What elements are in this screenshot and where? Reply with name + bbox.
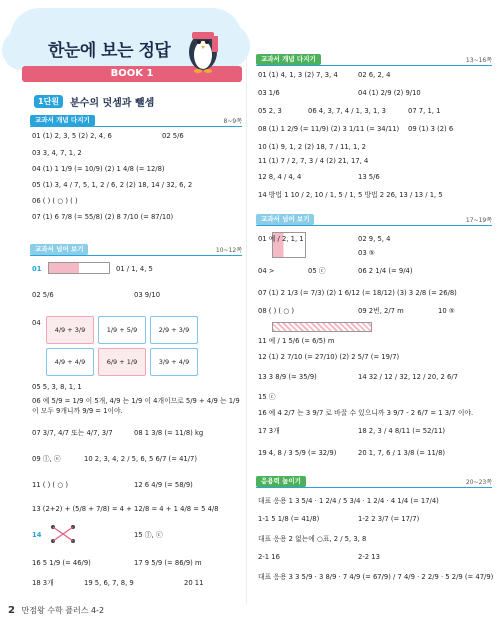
answer-row: 09 (1) 3 (2) 6 [408, 125, 454, 133]
section-tag: 교과서 개념 다지기 [30, 115, 95, 126]
fraction-card: 1/9 + 5/9 [98, 316, 146, 344]
answer-row: 2-2 13 [358, 553, 380, 561]
page-number: 2 [8, 605, 15, 616]
answer-row: 12 (1) 2 7/10 (= 27/10) (2) 2 5/7 (= 19/7) [258, 353, 400, 361]
answer-row: 02 5/6 [162, 132, 184, 140]
answer-row: 04 (1) 2/9 (2) 9/10 [358, 89, 421, 97]
answer-row: 11 ( ) ( ○ ) [32, 481, 68, 489]
answer-row: 05 (1) 3, 4 / 7, 5, 1, 2 / 6, 2 (2) 18, 14 / 32, 6, 2 [32, 181, 193, 189]
answer-row: 04 [32, 319, 41, 327]
answer-row: 20 11 [184, 579, 204, 587]
answer-row: 06 4, 3, 7, 4 / 1, 3, 1, 3 [308, 107, 386, 115]
section-tag: 교과서 넘어 보기 [256, 214, 314, 225]
column-divider [246, 54, 247, 604]
answer-row: 14 32 / 12 / 32, 12 / 20, 2 6/7 [358, 373, 458, 381]
section-header [256, 214, 492, 226]
section-tag: 교과서 개념 다지기 [256, 54, 321, 65]
section-pages: 8~9쪽 [223, 118, 242, 125]
fraction-card: 2/9 + 3/9 [150, 316, 198, 344]
penguin-mascot-icon [184, 22, 222, 74]
answer-row: 15 ⓒ [258, 393, 276, 401]
answer-row: 14 방법 1 10 / 2, 10 / 1, 5 / 1, 5 방법 2 26, 13 / 13 / 1, 5 [258, 191, 443, 199]
answer-row: 01 [32, 265, 42, 273]
section-header [256, 476, 492, 488]
unit-badge: 1단원 [34, 95, 63, 108]
answer-row: 13 5/6 [358, 173, 380, 181]
section-pages: 20~23쪽 [465, 479, 492, 486]
answer-row: 11 예 / 1 5/6 (= 6/5) m [258, 337, 335, 345]
answer-row: 13 3 8/9 (= 35/9) [258, 373, 317, 381]
answer-row: 09 2번, 2/7 m [358, 307, 404, 315]
answer-row: 16 5 1/9 (= 46/9) [32, 559, 91, 567]
answer-row: 17 3개 [258, 427, 280, 435]
answer-row: 01 / 1, 4, 5 [116, 265, 153, 273]
answer-row: 09 ⓛ, ⓔ [32, 455, 61, 463]
answer-row: 19 4, 8 / 3 5/9 (= 32/9) [258, 449, 337, 457]
answer-row: 01 예 / 2, 1, 1 [258, 235, 304, 243]
answer-row: 대표 응용 1 3 5/4 · 1 2/4 / 5 3/4 · 1 2/4 · 4 1/4 (= 17/4) [258, 497, 439, 505]
answer-row: 08 1 3/8 (= 11/8) kg [134, 429, 204, 437]
fraction-card: 4/9 + 3/9 [46, 316, 94, 344]
hatched-bar [272, 322, 372, 332]
crossing-lines-diagram [50, 524, 76, 544]
section-tag: 응용력 높이기 [256, 476, 306, 487]
answer-row: 03 1/6 [258, 89, 280, 97]
answer-row: 03 ⑤ [358, 249, 375, 257]
page-footer [8, 605, 104, 616]
answer-row: 16 예 4 2/7 는 3 9/7 로 바꿀 수 있으니까 3 9/7 - 2 6/7 = 1 3/7 이야. [258, 409, 474, 417]
section-tag: 교과서 넘어 보기 [30, 244, 88, 255]
answer-row: 대표 응용 3 3 5/9 · 3 8/9 · 7 4/9 (= 67/9) / 7 4/9 · 2 2/9 · 5 2/9 (= 47/9) [258, 573, 494, 581]
answer-row: 01 (1) 4, 1, 3 (2) 7, 3, 4 [258, 71, 338, 79]
answer-row: 08 (1) 1 2/9 (= 11/9) (2) 3 1/11 (= 34/11) [258, 125, 400, 133]
answer-row: 대표 응용 2 없는에 ○표, 2 / 5, 3, 8 [258, 535, 367, 543]
answer-row: 04 (1) 1 1/9 (= 10/9) (2) 1 4/8 (= 12/8) [32, 165, 165, 173]
answer-list [32, 131, 244, 222]
answer-row: 05 2, 3 [258, 107, 282, 115]
answer-row: 13 (2+2) + (5/8 + 7/8) = 4 + 12/8 = 4 + 1 4/8 = 5 4/8 [32, 505, 219, 513]
answer-row: 18 3개 [32, 579, 54, 587]
answer-row: 05 ⓒ [308, 267, 326, 275]
answer-row: 1-1 5 1/8 (= 41/8) [258, 515, 320, 523]
answer-row: 07 (1) 6 7/8 (= 55/8) (2) 8 7/10 (= 87/10) [32, 213, 174, 221]
section-header [30, 115, 242, 127]
section-pages: 10~12쪽 [215, 247, 242, 254]
answer-row: 03 3, 4, 7, 1, 2 [32, 149, 82, 157]
answer-row: 02 6, 2, 4 [358, 71, 391, 79]
section-pages: 13~16쪽 [465, 57, 492, 64]
footer-text: 만점왕 수학 플러스 4-2 [21, 606, 105, 615]
answer-row: 08 ( ) ( ○ ) [258, 307, 294, 315]
section-pages: 17~19쪽 [465, 217, 492, 224]
answer-row: 02 9, 5, 4 [358, 235, 391, 243]
answer-row: 04 > [258, 267, 275, 275]
answer-row: 10 ⑤ [438, 307, 455, 315]
answer-row: 17 9 5/9 (= 86/9) m [134, 559, 202, 567]
answer-row: 1-2 2 3/7 (= 17/7) [358, 515, 420, 523]
fraction-card: 3/9 + 4/9 [150, 348, 198, 376]
answer-row: 11 (1) 7 / 2, 7, 3 / 4 (2) 21, 17, 4 [258, 157, 369, 165]
fraction-bar [48, 262, 110, 274]
answer-row: 10 (1) 9, 1, 2 (2) 18, 7 / 11, 1, 2 [258, 143, 367, 151]
fraction-card: 4/9 + 4/9 [46, 348, 94, 376]
answer-row: 02 5/6 [32, 291, 54, 299]
answer-row: 06 ( ) ( ○ ) ( ) [32, 197, 78, 205]
answer-row: 07 (1) 2 1/3 (= 7/3) (2) 1 6/12 (= 18/12) (3) 3 2/8 (= 26/8) [258, 289, 457, 297]
answer-row: 14 [32, 531, 42, 539]
answer-row: 06 2 1/4 (= 9/4) [358, 267, 413, 275]
answer-row: 06 예 5/9 = 1/9 이 5개, 4/9 는 1/9 이 4개이므로 5/9 + 4/9 는 1/9 이 모두 9개니까 9/9 = 1이야. [32, 397, 240, 415]
answer-row: 12 6 4/9 (= 58/9) [134, 481, 193, 489]
page-title: 한눈에 보는 정답 [48, 41, 171, 61]
answer-row: 12 8, 4 / 4, 4 [258, 173, 302, 181]
answer-row: 18 2, 3 / 4 8/11 (= 52/11) [358, 427, 446, 435]
answer-row: 01 (1) 2, 3, 5 (2) 2, 4, 6 [32, 132, 112, 140]
answer-row: 15 ⓛ, ⓒ [134, 531, 163, 539]
book-bar: BOOK 1 [22, 66, 242, 82]
answer-row: 05 5, 3, 8, 1, 1 [32, 383, 82, 391]
answer-row: 10 2, 3, 4, 2 / 5, 6, 5 6/7 (= 41/7) [84, 455, 197, 463]
answer-row: 19 5, 6, 7, 8, 9 [84, 579, 134, 587]
answer-row: 20 1, 7, 6 / 1 3/8 (= 11/8) [358, 449, 446, 457]
section-header [30, 244, 242, 256]
answer-row: 2-1 16 [258, 553, 280, 561]
unit-title: 분수의 덧셈과 뺄셈 [70, 98, 155, 109]
answer-row: 07 7, 1, 1 [408, 107, 441, 115]
answer-row: 07 3/7, 4/7 또는 4/7, 3/7 [32, 429, 113, 437]
fraction-card: 6/9 + 1/9 [98, 348, 146, 376]
section-header [256, 54, 492, 66]
answer-row: 03 9/10 [134, 291, 161, 299]
